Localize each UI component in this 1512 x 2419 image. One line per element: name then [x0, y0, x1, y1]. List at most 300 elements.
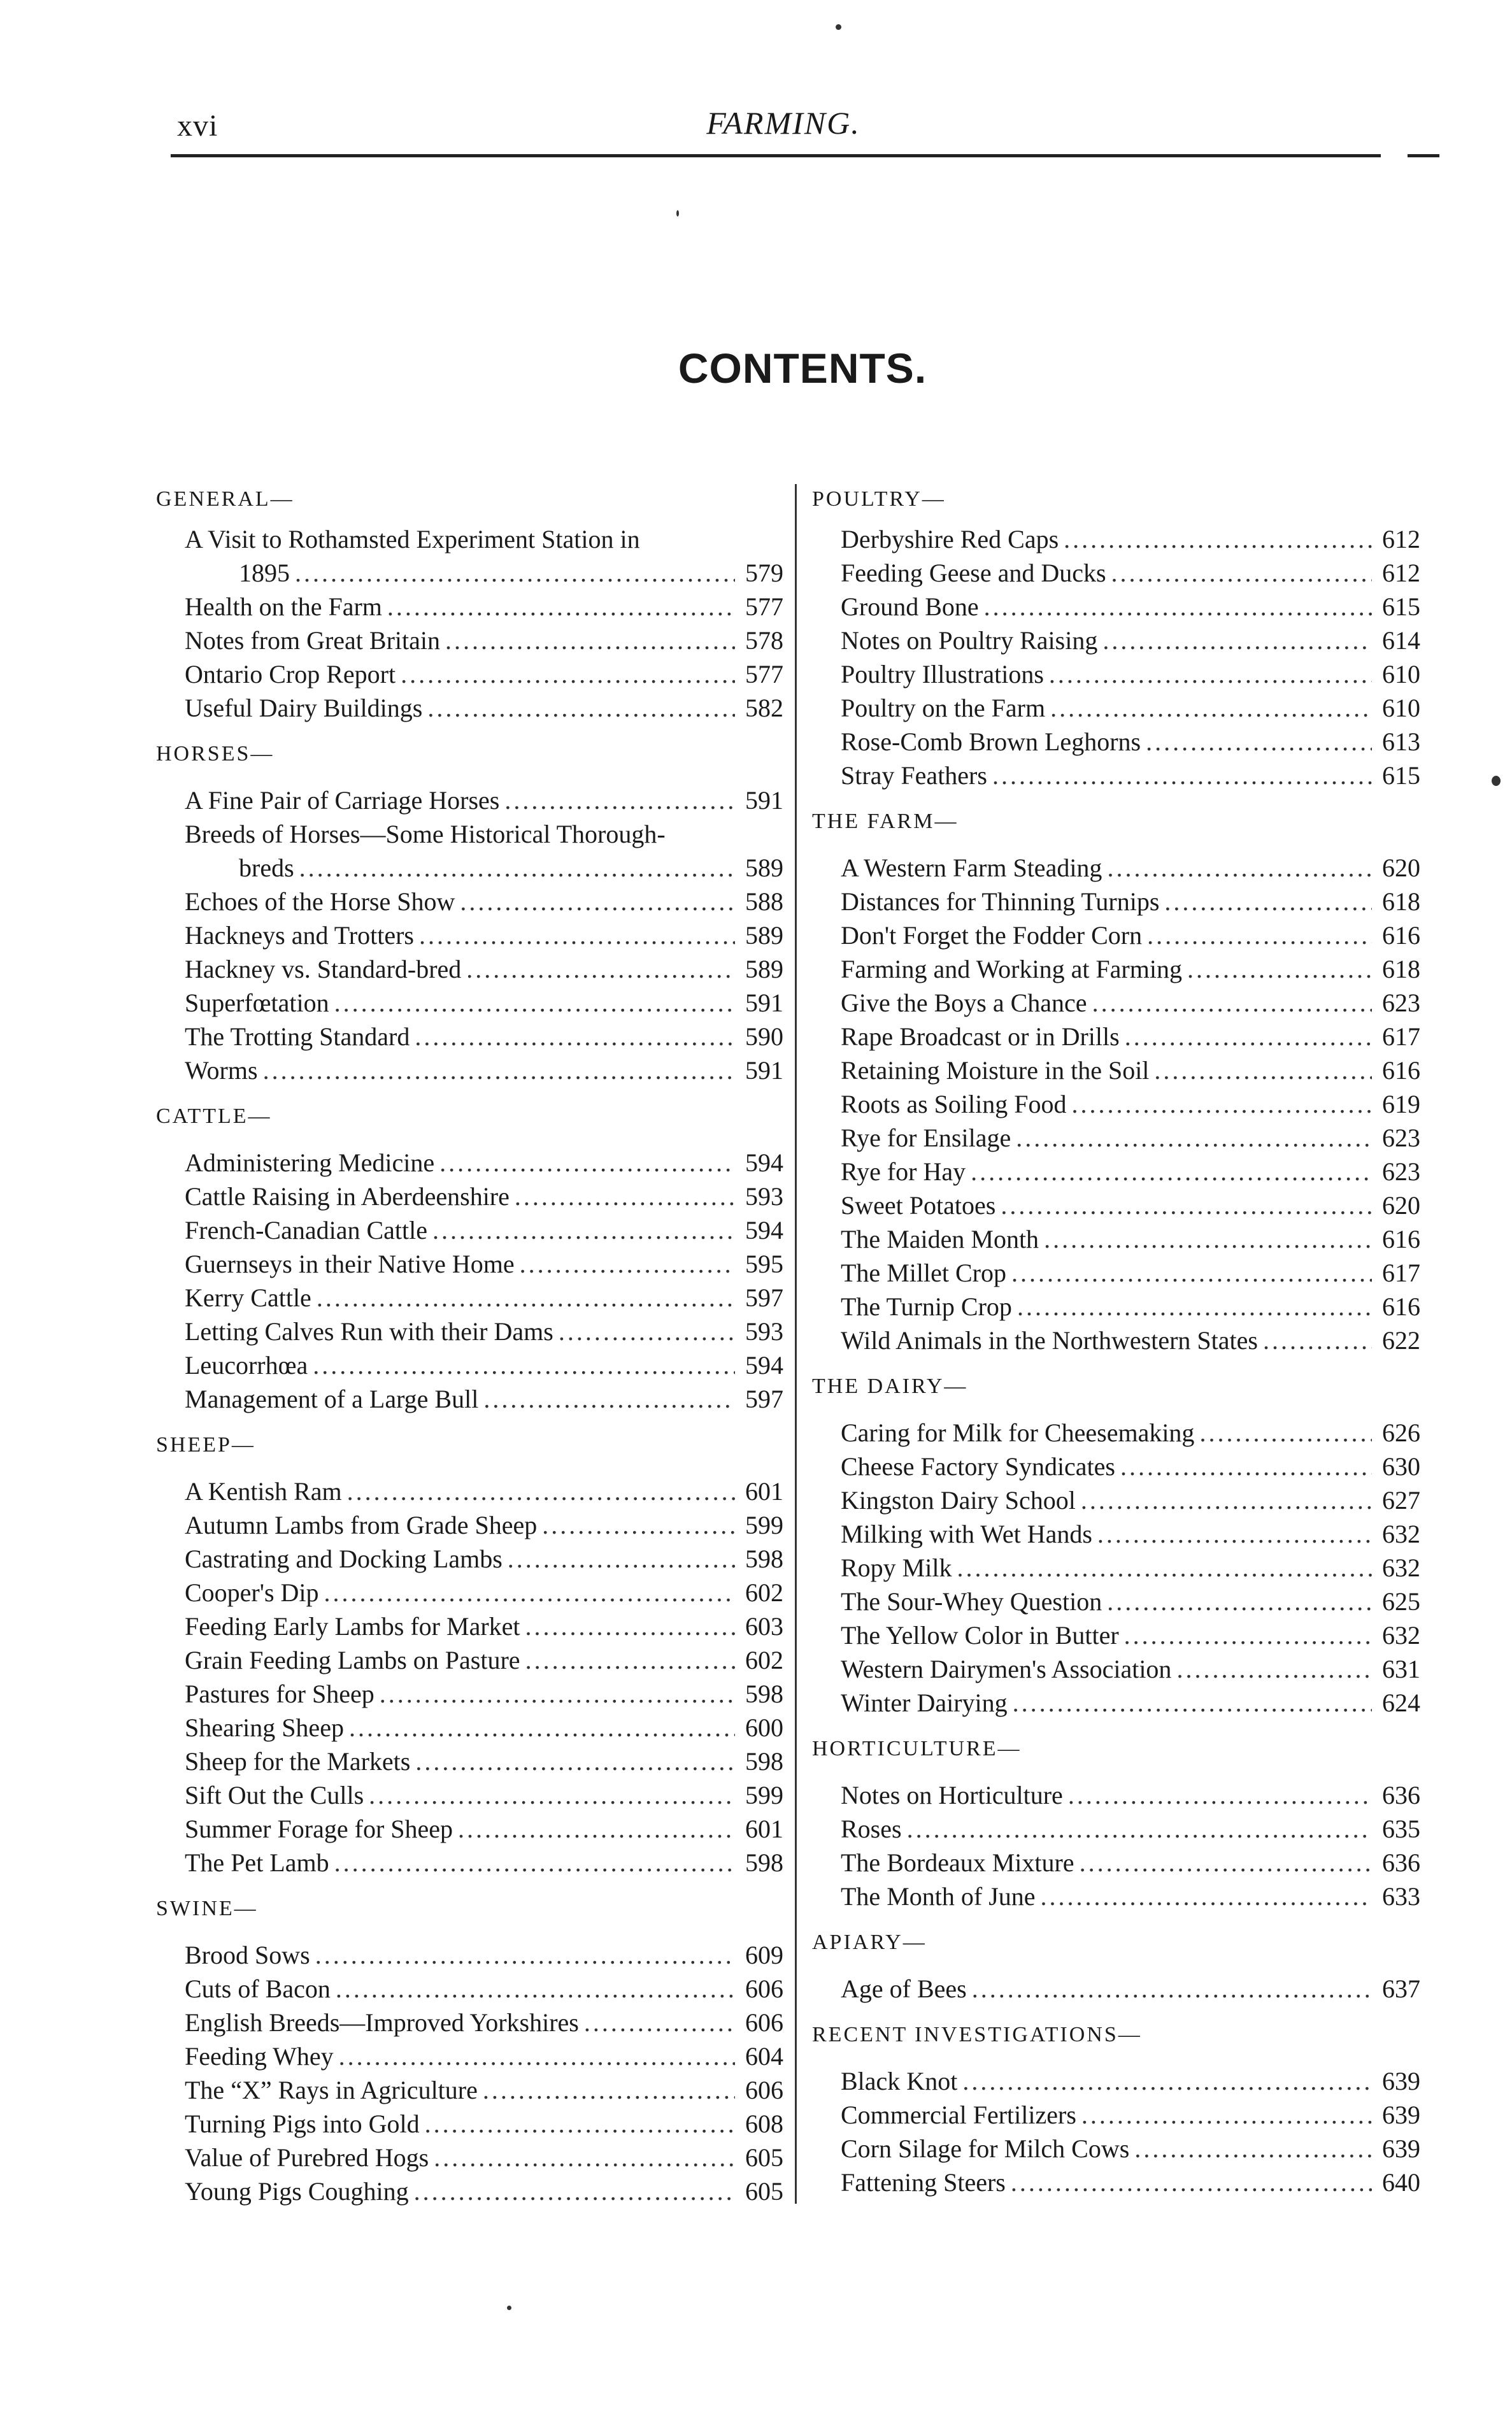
entry-page: 639 [1382, 2067, 1420, 2095]
section-heading: RECENT INVESTIGATIONS— [812, 2023, 1142, 2046]
entry-title: Pastures for Sheep [185, 1680, 374, 1708]
toc-entry [156, 885, 783, 918]
entry-page: 623 [1382, 988, 1420, 1017]
dot-leader [483, 2073, 735, 2107]
toc-entry [812, 1846, 1420, 1880]
dot-leader [324, 1576, 735, 1609]
toc-entry [812, 759, 1420, 792]
entry-title: Western Dairymen's Association [841, 1655, 1172, 1683]
dot-leader [401, 657, 735, 691]
dot-leader [1016, 1121, 1372, 1155]
dot-leader [1134, 2132, 1372, 2166]
toc-entry [156, 2174, 783, 2208]
dot-leader [971, 1155, 1372, 1188]
toc-section [812, 483, 1420, 792]
toc-entry [156, 986, 783, 1020]
entry-title: Autumn Lambs from Grade Sheep [185, 1511, 538, 1539]
entry-title: Letting Calves Run with their Dams [185, 1317, 553, 1346]
dot-leader [542, 1508, 735, 1542]
dot-leader [1187, 952, 1372, 986]
entry-title: Cheese Factory Syndicates [841, 1452, 1115, 1481]
entry-page: 615 [1382, 761, 1420, 790]
entry-title: Castrating and Docking Lambs [185, 1545, 503, 1573]
toc-entry [812, 1087, 1420, 1121]
dot-leader [1013, 1686, 1372, 1720]
dot-leader [1017, 1290, 1372, 1324]
entry-title: Management of a Large Bull [185, 1385, 479, 1413]
dot-leader [315, 1938, 735, 1972]
toc-entry [156, 1213, 783, 1247]
toc-entry [156, 1677, 783, 1711]
entry-page: 640 [1382, 2168, 1420, 2197]
entry-title: Corn Silage for Milch Cows [841, 2134, 1130, 2163]
toc-entry [156, 1778, 783, 1812]
toc-entry [156, 918, 783, 952]
entry-title: The Sour-Whey Question [841, 1587, 1102, 1616]
entry-title: Ground Bone [841, 592, 979, 621]
toc-entry [812, 1812, 1420, 1846]
dot-leader [1080, 1846, 1372, 1880]
entry-title: English Breeds—Improved Yorkshires [185, 2008, 579, 2037]
dot-leader [299, 851, 735, 885]
entry-title: Don't Forget the Fodder Corn [841, 921, 1143, 950]
entry-page: 625 [1382, 1587, 1420, 1616]
entry-page: 617 [1382, 1259, 1420, 1287]
toc-entry [156, 1711, 783, 1745]
entry-title: Guernseys in their Native Home [185, 1250, 515, 1278]
entry-page: 588 [745, 887, 783, 916]
entry-title: Rye for Hay [841, 1157, 966, 1186]
toc-entry [156, 817, 783, 885]
entry-title: Cuts of Bacon [185, 1974, 331, 2003]
entry-page: 616 [1382, 1056, 1420, 1085]
entry-page: 601 [745, 1477, 783, 1506]
toc-entry [812, 1450, 1420, 1483]
entry-page: 578 [745, 626, 783, 655]
entry-page: 616 [1382, 1225, 1420, 1253]
entry-page: 598 [745, 1848, 783, 1877]
entry-page: 622 [1382, 1326, 1420, 1355]
entry-page: 582 [745, 694, 783, 722]
entry-list [812, 1778, 1420, 1913]
entry-list [156, 783, 783, 1087]
toc-section [812, 1926, 1420, 2006]
entry-page: 579 [745, 559, 783, 587]
dot-leader [984, 590, 1372, 624]
dot-leader [1097, 1517, 1372, 1551]
entry-page: 631 [1382, 1655, 1420, 1683]
toc-entry [812, 1483, 1420, 1517]
entry-title: Rye for Ensilage [841, 1124, 1011, 1152]
entry-title: A Visit to Rothamsted Experiment Station in [185, 525, 640, 553]
entry-title: Retaining Moisture in the Soil [841, 1056, 1150, 1085]
entry-page: 603 [745, 1612, 783, 1641]
entry-title: Turning Pigs into Gold [185, 2109, 420, 2138]
entry-page: 593 [745, 1317, 783, 1346]
entry-title: Summer Forage for Sheep [185, 1815, 453, 1843]
entry-page: 606 [745, 1974, 783, 2003]
dot-leader [1111, 556, 1372, 590]
entry-title: Fattening Steers [841, 2168, 1006, 2197]
section-heading: HORSES— [156, 742, 275, 766]
toc-entry [812, 1880, 1420, 1913]
section-heading: HORTICULTURE— [812, 1737, 1022, 1760]
dot-leader [559, 1315, 735, 1348]
toc-entry [812, 1290, 1420, 1324]
entry-title: Administering Medicine [185, 1148, 435, 1177]
toc-section [156, 483, 783, 725]
toc-entry [156, 1542, 783, 1576]
entry-title: Brood Sows [185, 1941, 310, 1969]
dot-leader [515, 1180, 735, 1213]
toc-entry [812, 1020, 1420, 1053]
entry-title-continued: breds [239, 853, 294, 882]
dot-leader [415, 1020, 735, 1053]
entry-title: The Trotting Standard [185, 1022, 410, 1051]
toc-entry [156, 952, 783, 986]
dot-leader [1124, 1618, 1372, 1652]
entry-page: 623 [1382, 1157, 1420, 1186]
entry-page: 577 [745, 592, 783, 621]
toc-entry [812, 1053, 1420, 1087]
dot-leader [1081, 1483, 1372, 1517]
toc-entry [156, 691, 783, 725]
entry-page: 617 [1382, 1022, 1420, 1051]
entry-page: 589 [745, 853, 783, 882]
entry-title: Cattle Raising in Aberdeenshire [185, 1182, 510, 1211]
section-heading: THE FARM— [812, 810, 959, 833]
entry-title: Breeds of Horses—Some Historical Thorough- [185, 820, 666, 848]
dot-leader [992, 759, 1372, 792]
entry-title: Hackneys and Trotters [185, 921, 414, 950]
toc-entry [156, 657, 783, 691]
entry-page: 632 [1382, 1621, 1420, 1650]
dot-leader [339, 2039, 735, 2073]
toc-entry [812, 1256, 1420, 1290]
print-speck [676, 210, 679, 217]
toc-section [156, 1100, 783, 1416]
dot-leader [1001, 1188, 1372, 1222]
entry-title: Roses [841, 1815, 902, 1843]
dot-leader [1263, 1324, 1372, 1357]
entry-title: A Western Farm Steading [841, 853, 1102, 882]
entry-page: 630 [1382, 1452, 1420, 1481]
toc-entry [156, 1180, 783, 1213]
dot-leader [972, 1972, 1372, 2006]
running-head: FARMING. [706, 105, 860, 141]
entry-title: Milking with Wet Hands [841, 1520, 1092, 1548]
entry-page: 614 [1382, 626, 1420, 655]
print-speck [507, 2306, 511, 2310]
dot-leader [1068, 1778, 1372, 1812]
dot-leader [1102, 624, 1372, 657]
dot-leader [419, 918, 735, 952]
toc-entry [812, 725, 1420, 759]
toc-entry [156, 1020, 783, 1053]
toc-entry [156, 1315, 783, 1348]
page-number: xvi [177, 109, 218, 143]
toc-entry [812, 1517, 1420, 1551]
toc-entry [812, 624, 1420, 657]
dot-leader [1041, 1880, 1372, 1913]
dot-leader [380, 1677, 735, 1711]
dot-leader [458, 1812, 735, 1846]
print-speck [836, 24, 841, 30]
toc-entry [156, 522, 783, 590]
dot-leader [439, 1146, 735, 1180]
dot-leader [336, 1972, 735, 2006]
page-header [0, 96, 1512, 172]
entry-page: 605 [745, 2143, 783, 2172]
entry-page: 616 [1382, 1292, 1420, 1321]
entry-title: Value of Purebred Hogs [185, 2143, 429, 2172]
toc-entry [812, 2064, 1420, 2098]
entry-page: 635 [1382, 1815, 1420, 1843]
entry-list [156, 522, 783, 725]
entry-list [812, 1416, 1420, 1720]
entry-title: Poultry Illustrations [841, 660, 1044, 689]
entry-title: French-Canadian Cattle [185, 1216, 427, 1245]
entry-title: Winter Dairying [841, 1688, 1008, 1717]
entry-page: 594 [745, 1351, 783, 1380]
entry-page: 637 [1382, 1974, 1420, 2003]
toc-section [156, 1892, 783, 2208]
toc-entry [156, 1247, 783, 1281]
entry-page: 615 [1382, 592, 1420, 621]
toc-entry [812, 1188, 1420, 1222]
toc-entry [812, 1972, 1420, 2006]
entry-page: 636 [1382, 1848, 1420, 1877]
dot-leader [962, 2064, 1372, 2098]
entry-list [812, 2064, 1420, 2199]
entry-page: 591 [745, 1056, 783, 1085]
toc-entry [156, 2141, 783, 2174]
entry-title: Superfœtation [185, 988, 329, 1017]
entry-title: Wild Animals in the Northwestern States [841, 1326, 1258, 1355]
entry-title: Roots as Soiling Food [841, 1090, 1067, 1118]
entry-page: 591 [745, 786, 783, 815]
entry-title: The Yellow Color in Butter [841, 1621, 1119, 1650]
dot-leader [957, 1551, 1372, 1585]
dot-leader [1107, 851, 1372, 885]
toc-entry [156, 2006, 783, 2039]
dot-leader [504, 783, 735, 817]
entry-title: Feeding Geese and Ducks [841, 559, 1106, 587]
dot-leader [334, 986, 735, 1020]
toc-entry [812, 556, 1420, 590]
entry-title: Farming and Working at Farming [841, 955, 1182, 983]
entry-page: 623 [1382, 1124, 1420, 1152]
toc-entry [812, 851, 1420, 885]
toc-entry [812, 1618, 1420, 1652]
entry-page: 594 [745, 1216, 783, 1245]
dot-leader [387, 590, 735, 624]
dot-leader [1011, 2166, 1372, 2199]
dot-leader [1146, 725, 1372, 759]
entry-page: 604 [745, 2042, 783, 2071]
entry-title: The “X” Rays in Agriculture [185, 2076, 478, 2104]
toc-entry [812, 885, 1420, 918]
toc-entry [812, 1121, 1420, 1155]
entry-title: Derbyshire Red Caps [841, 525, 1059, 553]
entry-title: Age of Bees [841, 1974, 967, 2003]
dot-leader [525, 1609, 735, 1643]
entry-page: 595 [745, 1250, 783, 1278]
section-heading: POULTRY— [812, 487, 946, 511]
entry-title: Give the Boys a Chance [841, 988, 1087, 1017]
entry-page: 599 [745, 1511, 783, 1539]
entry-page: 618 [1382, 955, 1420, 983]
entry-page: 605 [745, 2177, 783, 2206]
dot-leader [1176, 1652, 1372, 1686]
entry-page: 620 [1382, 1191, 1420, 1220]
column-divider [795, 484, 797, 2204]
toc-entry [156, 1348, 783, 1382]
dot-leader [369, 1778, 735, 1812]
header-rule [171, 154, 1381, 157]
toc-entry [812, 1155, 1420, 1188]
toc-entry [812, 1324, 1420, 1357]
section-heading: GENERAL— [156, 487, 294, 511]
entry-title: The Pet Lamb [185, 1848, 329, 1877]
entry-title: Stray Feathers [841, 761, 987, 790]
entry-title: Notes from Great Britain [185, 626, 440, 655]
dot-leader [1081, 2098, 1372, 2132]
entry-title-continued: 1895 [239, 559, 290, 587]
entry-title: Sweet Potatoes [841, 1191, 996, 1220]
entry-title: Feeding Early Lambs for Market [185, 1612, 520, 1641]
dot-leader [1072, 1087, 1372, 1121]
toc-entry [812, 1585, 1420, 1618]
dot-leader [508, 1542, 735, 1576]
toc-entry [156, 2073, 783, 2107]
entry-list [156, 1146, 783, 1416]
toc-entry [812, 1652, 1420, 1686]
dot-leader [1044, 1222, 1372, 1256]
dot-leader [1199, 1416, 1372, 1450]
entry-page: 633 [1382, 1882, 1420, 1911]
entry-list [812, 1972, 1420, 2006]
entry-title: Notes on Horticulture [841, 1781, 1063, 1809]
entry-title: Sift Out the Culls [185, 1781, 364, 1809]
page-title: CONTENTS. [678, 345, 927, 392]
entry-title: Ropy Milk [841, 1553, 952, 1582]
toc-entry [156, 1146, 783, 1180]
toc-entry [156, 1576, 783, 1609]
entry-title: Caring for Milk for Cheesemaking [841, 1418, 1195, 1447]
toc-entry [812, 691, 1420, 725]
entry-title: Sheep for the Markets [185, 1747, 411, 1776]
print-speck [1492, 776, 1501, 786]
entry-title: Young Pigs Coughing [185, 2177, 409, 2206]
entry-page: 591 [745, 988, 783, 1017]
entry-page: 618 [1382, 887, 1420, 916]
toc-entry [156, 2039, 783, 2073]
entry-page: 577 [745, 660, 783, 689]
dot-leader [1064, 522, 1372, 556]
entry-page: 636 [1382, 1781, 1420, 1809]
entry-page: 601 [745, 1815, 783, 1843]
entry-list [156, 1474, 783, 1880]
entry-title: Ontario Crop Report [185, 660, 396, 689]
toc-column-right [812, 483, 1420, 2199]
dot-leader [1154, 1053, 1372, 1087]
toc-section [156, 1429, 783, 1880]
dot-leader [460, 885, 735, 918]
toc-entry [156, 1053, 783, 1087]
toc-entry [812, 918, 1420, 952]
header-rule-tick [1408, 154, 1439, 157]
dot-leader [466, 952, 735, 986]
entry-list [812, 522, 1420, 792]
entry-page: 606 [745, 2008, 783, 2037]
section-heading: APIARY— [812, 1930, 927, 1954]
entry-title: A Kentish Ram [185, 1477, 342, 1506]
dot-leader [483, 1382, 735, 1416]
entry-page: 624 [1382, 1688, 1420, 1717]
entry-title: The Bordeaux Mixture [841, 1848, 1074, 1877]
entry-page: 593 [745, 1182, 783, 1211]
toc-entry [156, 1508, 783, 1542]
dot-leader [525, 1643, 735, 1677]
entry-page: 608 [745, 2109, 783, 2138]
entry-page: 610 [1382, 660, 1420, 689]
entry-page: 598 [745, 1680, 783, 1708]
toc-section [812, 805, 1420, 1357]
dot-leader [414, 2174, 735, 2208]
toc-section [812, 1732, 1420, 1913]
dot-leader [434, 2141, 735, 2174]
dot-leader [1107, 1585, 1372, 1618]
entry-page: 632 [1382, 1520, 1420, 1548]
dot-leader [445, 624, 735, 657]
toc-entry [156, 1643, 783, 1677]
dot-leader [347, 1474, 735, 1508]
entry-page: 639 [1382, 2134, 1420, 2163]
toc-entry [812, 1778, 1420, 1812]
toc-entry [156, 1846, 783, 1880]
section-heading: CATTLE— [156, 1104, 272, 1128]
dot-leader [907, 1812, 1372, 1846]
entry-title: Black Knot [841, 2067, 958, 2095]
entry-page: 616 [1382, 921, 1420, 950]
toc-section [812, 2018, 1420, 2199]
entry-page: 597 [745, 1283, 783, 1312]
dot-leader [425, 2107, 735, 2141]
dot-leader [1164, 885, 1372, 918]
toc-entry [156, 1281, 783, 1315]
toc-entry [156, 2107, 783, 2141]
entry-title: Kerry Cattle [185, 1283, 311, 1312]
entry-page: 627 [1382, 1486, 1420, 1515]
toc-entry [812, 2132, 1420, 2166]
toc-entry [812, 952, 1420, 986]
entry-page: 600 [745, 1713, 783, 1742]
entry-page: 619 [1382, 1090, 1420, 1118]
dot-leader [349, 1711, 735, 1745]
section-heading: SWINE— [156, 1897, 258, 1920]
dot-leader [334, 1846, 735, 1880]
entry-page: 598 [745, 1747, 783, 1776]
toc-entry [812, 590, 1420, 624]
toc-entry [812, 657, 1420, 691]
entry-title: Echoes of the Horse Show [185, 887, 455, 916]
toc-entry [812, 1686, 1420, 1720]
toc-entry [156, 1609, 783, 1643]
toc-entry [812, 2166, 1420, 2199]
toc-section [812, 1370, 1420, 1720]
entry-page: 602 [745, 1578, 783, 1607]
